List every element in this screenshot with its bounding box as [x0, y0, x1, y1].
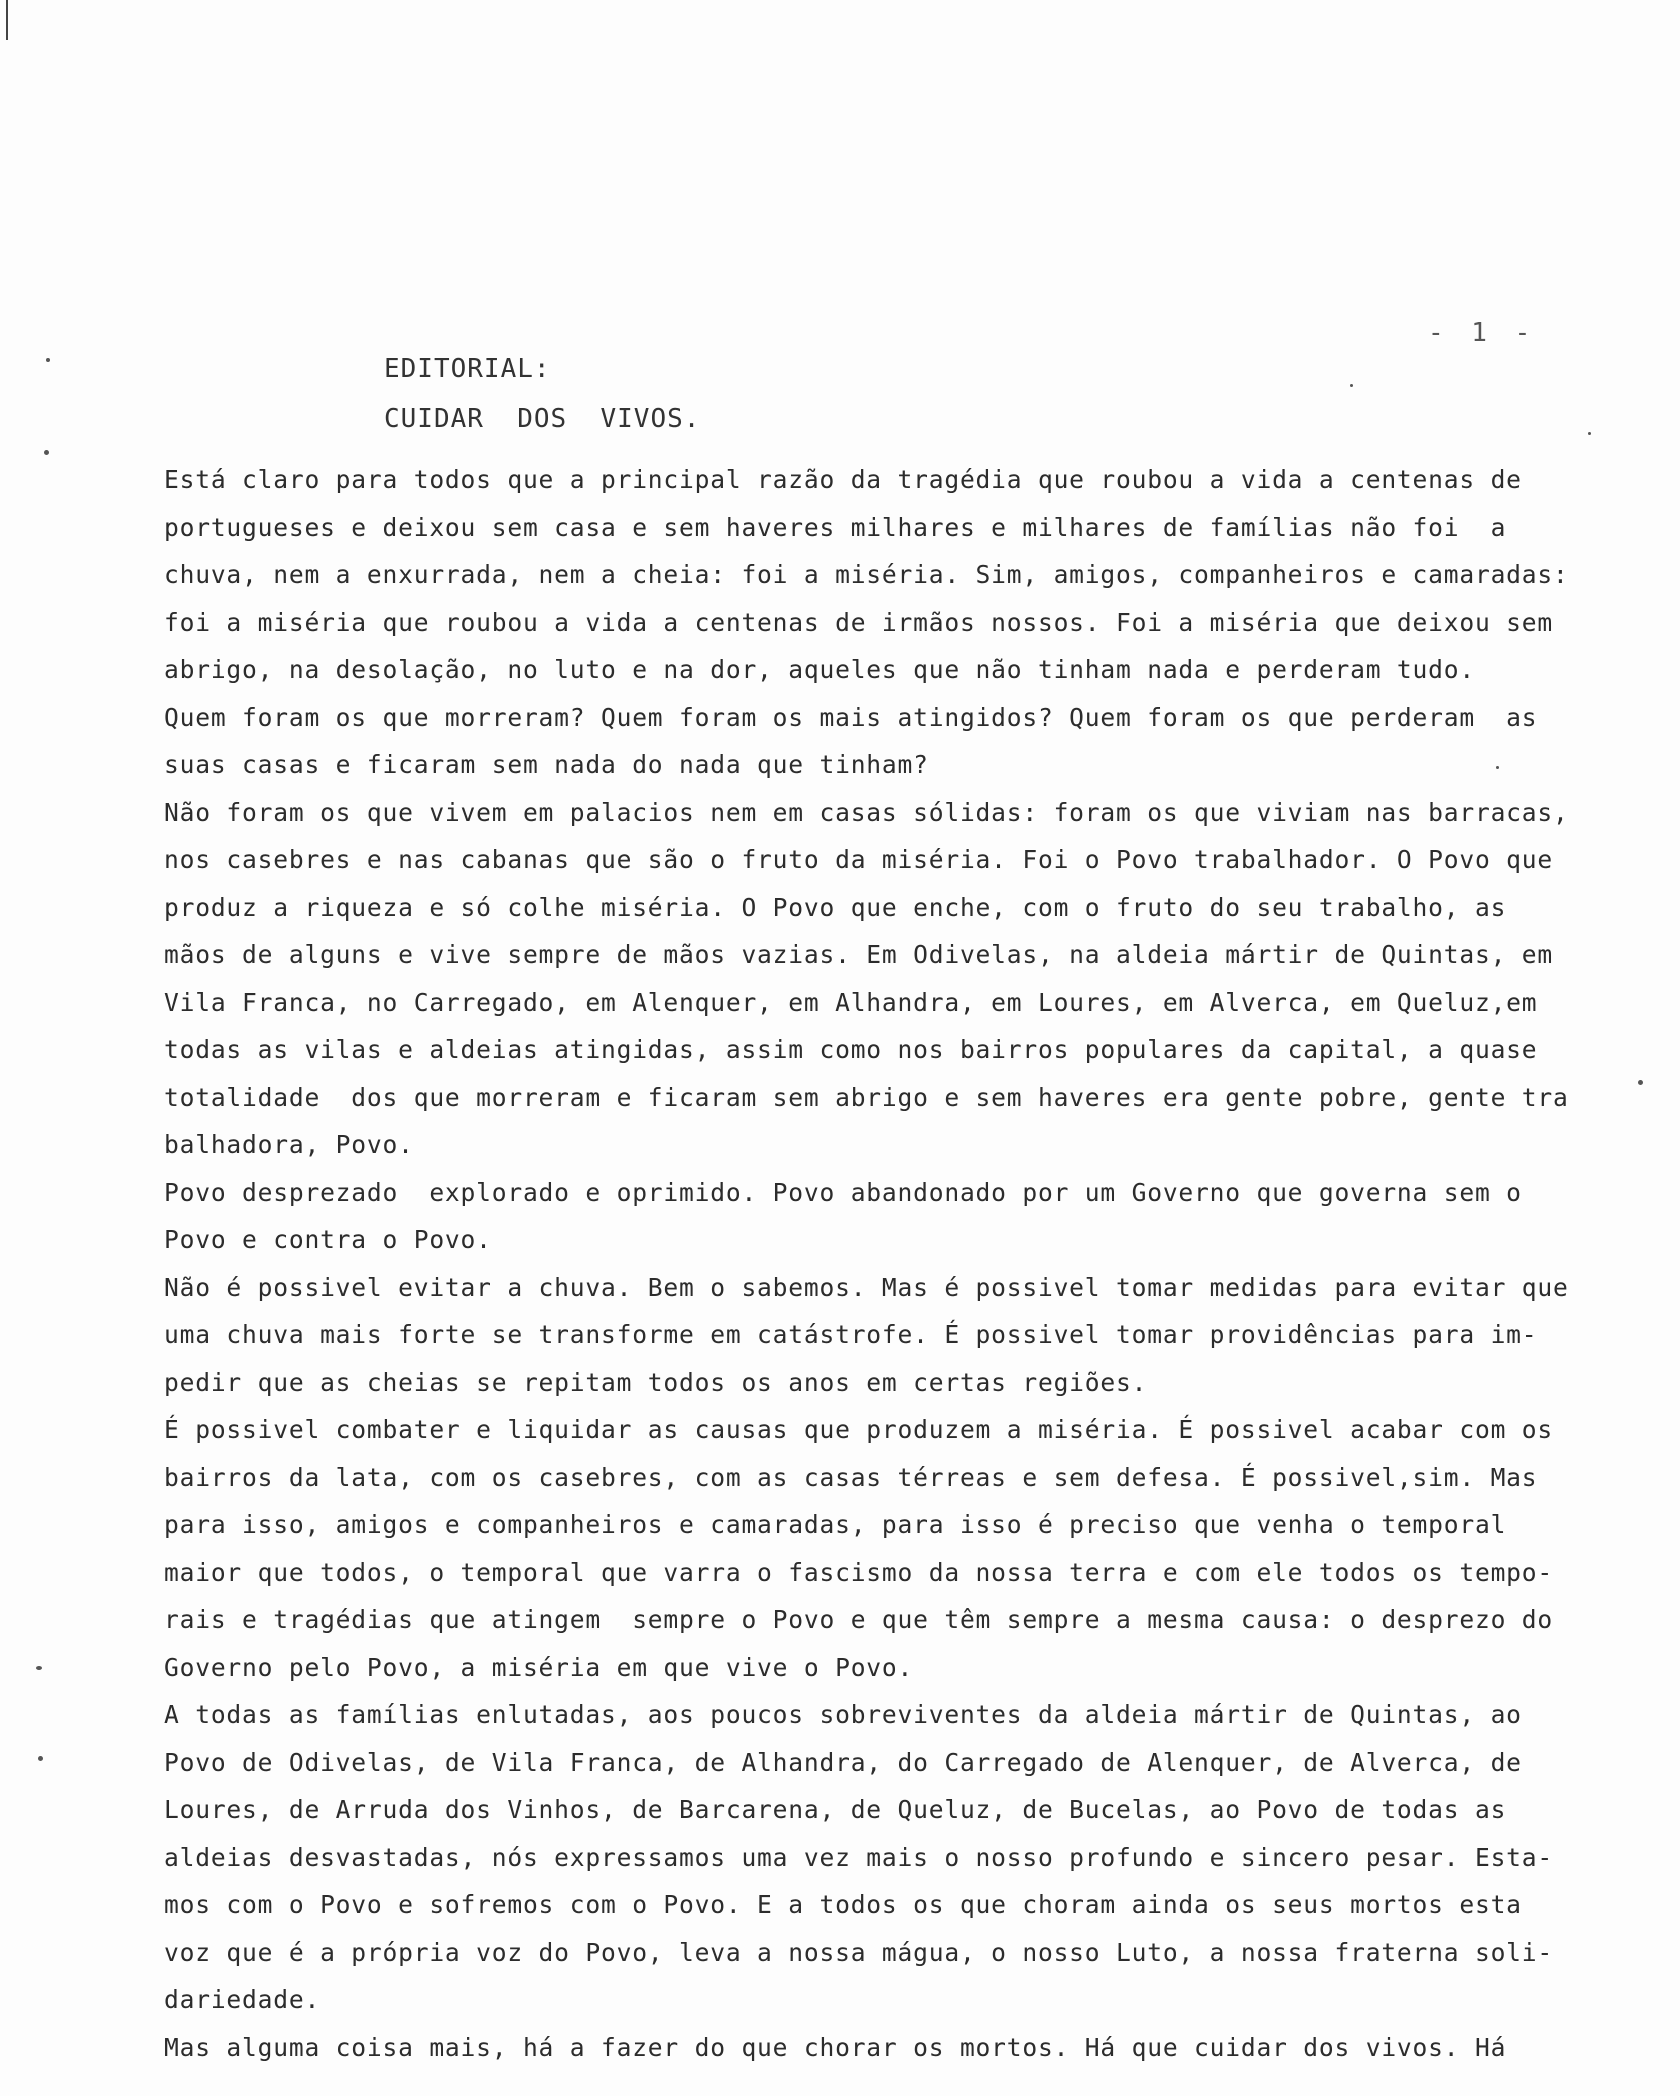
text-line: chuva, nem a enxurrada, nem a cheia: foi a miséria. Sim, amigos, companheiros e camaradas:	[164, 560, 1569, 589]
editorial-header	[384, 344, 700, 444]
text-line: nos casebres e nas cabanas que são o fruto da miséria. Foi o Povo trabalhador. O Povo que	[164, 845, 1553, 874]
scan-speck	[36, 1666, 42, 1670]
text-line: Não é possivel evitar a chuva. Bem o sabemos. Mas é possivel tomar medidas para evitar que	[164, 1272, 1569, 1302]
scan-speck	[44, 450, 49, 455]
text-line: Está claro para todos que a principal razão da tragédia que roubou a vida a centenas de	[164, 465, 1522, 494]
text-line: totalidade dos que morreram e ficaram sem abrigo e sem haveres era gente pobre, gente tra	[164, 1082, 1569, 1112]
editorial-title: CUIDAR DOS VIVOS.	[384, 404, 701, 434]
text-line: rais e tragédias que atingem sempre o Povo e que têm sempre a mesma causa: o desprezo do	[164, 1605, 1553, 1634]
text-line: para isso, amigos e companheiros e camaradas, para isso é preciso que venha o temporal	[164, 1510, 1507, 1539]
text-line: suas casas e ficaram sem nada do nada que tinham?	[164, 750, 929, 779]
text-line: Governo pelo Povo, a miséria em que vive o Povo.	[164, 1652, 914, 1682]
text-line: abrigo, na desolação, no luto e na dor, aqueles que não tinham nada e perderam tudo.	[164, 655, 1475, 684]
text-line: Quem foram os que morreram? Quem foram os mais atingidos? Quem foram os que perderam as	[164, 702, 1538, 732]
text-line: portugueses e deixou sem casa e sem haveres milhares e milhares de famílias não foi a	[164, 512, 1507, 542]
scan-speck	[38, 1756, 43, 1761]
text-line: todas as vilas e aldeias atingidas, assim como nos bairros populares da capital, a quase	[164, 1035, 1538, 1064]
scan-speck	[46, 358, 50, 362]
page-number: - 1 -	[1428, 318, 1537, 348]
scan-edge-mark	[6, 0, 8, 40]
text-line: uma chuva mais forte se transforme em catástrofe. É possivel tomar providências para im-	[164, 1320, 1538, 1349]
text-line: produz a riqueza e só colhe miséria. O Povo que enche, com o fruto do seu trabalho, as	[164, 892, 1507, 922]
section-label: EDITORIAL:	[384, 354, 551, 384]
scan-speck	[1588, 432, 1591, 435]
text-line: Povo e contra o Povo.	[164, 1225, 492, 1254]
text-line: É possivel combater e liquidar as causas que produzem a miséria. É possivel acabar com os	[164, 1415, 1553, 1444]
text-line: Vila Franca, no Carregado, em Alenquer, em Alhandra, em Loures, em Alverca, em Queluz,em	[164, 987, 1538, 1017]
text-line: dariedade.	[164, 1985, 321, 2014]
text-line: balhadora, Povo.	[164, 1130, 414, 1159]
text-line: aldeias desvastadas, nós expressamos uma vez mais o nosso profundo e sincero pesar. Esta-	[164, 1842, 1553, 1872]
scan-speck	[1638, 1080, 1643, 1085]
text-line: pedir que as cheias se repitam todos os anos em certas regiões.	[164, 1367, 1148, 1397]
text-line: foi a miséria que roubou a vida a centenas de irmãos nossos. Foi a miséria que deixou sem	[164, 607, 1553, 637]
text-line: mãos de alguns e vive sempre de mãos vazias. Em Odivelas, na aldeia mártir de Quintas, em	[164, 940, 1553, 969]
text-line: A todas as famílias enlutadas, aos poucos sobreviventes da aldeia mártir de Quintas, ao	[164, 1700, 1522, 1729]
text-line: mos com o Povo e sofremos com o Povo. E a todos os que choram ainda os seus mortos esta	[164, 1890, 1522, 1919]
text-line: Loures, de Arruda dos Vinhos, de Barcarena, de Queluz, de Bucelas, ao Povo de todas as	[164, 1795, 1507, 1824]
text-line: Mas alguma coisa mais, há a fazer do que chorar os mortos. Há que cuidar dos vivos. Há	[164, 2032, 1507, 2062]
text-line: Povo desprezado explorado e oprimido. Povo abandonado por um Governo que governa sem o	[164, 1177, 1522, 1207]
text-line: bairros da lata, com os casebres, com as casas térreas e sem defesa. É possivel,sim. Mas	[164, 1462, 1538, 1492]
text-line: voz que é a própria voz do Povo, leva a nossa mágua, o nosso Luto, a nossa fraterna soli-	[164, 1937, 1553, 1967]
editorial-body	[164, 456, 1584, 2071]
text-line: Não foram os que vivem em palacios nem em casas sólidas: foram os que viviam nas barracas,	[164, 797, 1569, 827]
scan-speck	[1496, 766, 1499, 769]
scan-speck	[1350, 384, 1353, 387]
text-line: Povo de Odivelas, de Vila Franca, de Alhandra, do Carregado de Alenquer, de Alverca, de	[164, 1747, 1522, 1777]
text-line: maior que todos, o temporal que varra o fascismo da nossa terra e com ele todos os tempo-	[164, 1557, 1553, 1587]
